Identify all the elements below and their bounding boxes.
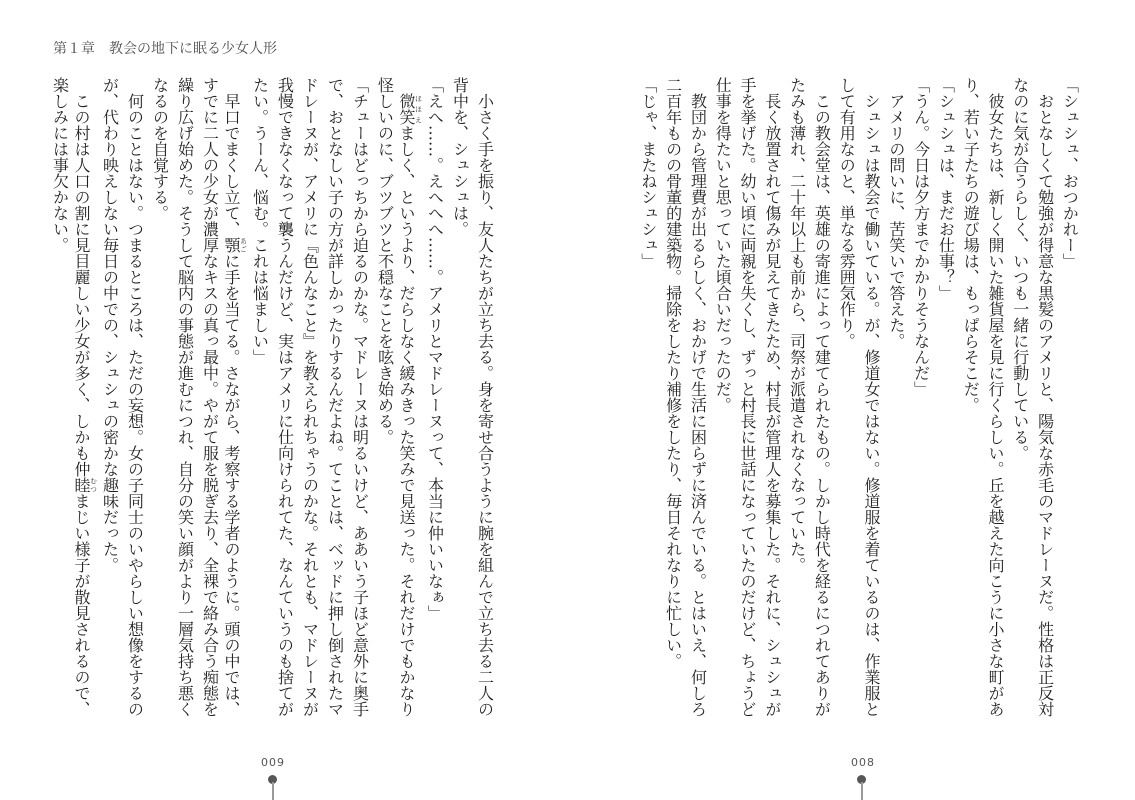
- ruby-base: 顎: [222, 237, 241, 253]
- ruby-base: 微笑: [397, 93, 416, 125]
- text-line: 繰り広げ始めた。そうして脳内の事態が進むにつれ、自分の笑い顔がより一層気持ち悪く: [175, 77, 195, 717]
- ruby-annotation: [397, 93, 423, 125]
- text-line: 怪しいのに、ブツブツと不穏なことを呟き始める。: [375, 77, 395, 445]
- text-line-with-ruby: [223, 77, 248, 717]
- text-line: 「じゃ、またねシュシュ」: [638, 77, 658, 269]
- text-segment: ましく、というより、だらしなく緩みきった笑みで見送った。それだけでもかなり: [397, 125, 416, 717]
- ruby-base: 睦: [72, 477, 91, 493]
- text-segment: この村は人口の割に見目麗しい少女が多く、しかも仲: [72, 77, 91, 477]
- ruby-annotation: [222, 237, 248, 253]
- text-line: 仕事を得たいと思っていた頃合いだったのだ。: [713, 77, 733, 413]
- text-segment: 早口でまくし立て、: [222, 77, 241, 237]
- right-page-number: 008: [851, 756, 875, 769]
- text-line: 二百年ものの骨董的建築物。掃除をしたり補修をしたり、毎日それなりに忙しい。: [663, 77, 683, 669]
- text-line: 「シュシュ、おつかれー」: [1060, 77, 1080, 269]
- text-segment: に手を当てる。さながら、考察する学者のように。頭の中では、: [222, 253, 241, 717]
- left-page-number: 009: [261, 756, 285, 769]
- text-line: なるのを自覚する。: [150, 77, 170, 221]
- text-line: り、若い子たちの遊び場は、もっぱらそこだ。: [961, 77, 981, 413]
- text-line: 背中を、シュシュは。: [450, 77, 470, 237]
- ruby-text: むつ: [89, 477, 98, 493]
- text-line-with-ruby: [73, 77, 98, 717]
- text-line: 「うん。今日は夕方までかかりそうなんだ」: [911, 77, 931, 397]
- right-page-body: [635, 77, 1081, 717]
- page-marker-line: [861, 782, 863, 800]
- text-line: 楽しみには事欠かない。: [50, 77, 70, 253]
- text-line: して有用なのと、単なる雰囲気作り。: [837, 77, 857, 349]
- text-line: 手を挙げた。幼い頃に両親を失くし、ずっと村長に世話になっていたのだけど、ちょうど: [738, 77, 758, 717]
- text-line-with-ruby: [398, 77, 423, 717]
- text-line: 教団から管理費が出るらしく、おかげで生活に困らずに済んでいる。とはいえ、何しろ: [688, 77, 708, 717]
- text-line: たい。うーん、悩む。これは悩ましい」: [250, 77, 270, 365]
- text-line: なのに気が合うらしく、いつも一緒に行動している。: [1010, 77, 1030, 461]
- text-line: 「チューはどっちから迫るのかな。マドレーヌは明るいけど、ああいう子ほど意外に奥手: [350, 77, 370, 717]
- text-line: たみも薄れ、二十年以上も前から、司祭が派遣されなくなっていた。: [787, 77, 807, 573]
- text-line: すでに二人の少女が濃厚なキスの真っ最中。やがて服を脱ぎ去り、全裸で絡み合う痴態を: [200, 77, 220, 717]
- ruby-text: あご: [239, 237, 248, 253]
- text-line: 「シュシュは、まだお仕事？」: [936, 77, 956, 301]
- text-line: ドレーヌが、アメリに『色んなこと』を教えられちゃうのかな。それとも、マドレーヌが: [300, 77, 320, 717]
- text-line: シュシュは教会で働いている。が、修道女ではない。修道服を着ているのは、作業服と: [862, 77, 882, 717]
- text-line: 彼女たちは、新しく開いた雑貨屋を見に行くらしい。丘を越えた向こうに小さな町があ: [986, 77, 1005, 717]
- text-line: アメリの問いに、苦笑いで答えた。: [886, 77, 906, 349]
- page-marker-line: [272, 782, 274, 800]
- left-page-body: [48, 77, 498, 717]
- text-line: おとなしくて勉強が得意な黒髪のアメリと、陽気な赤毛のマドレーヌだ。性格は正反対: [1035, 77, 1055, 717]
- text-segment: [397, 77, 416, 93]
- text-line: で、おとなしい子の方が詳しかったりするんだよね。てことは、ベッドに押し倒されたマ: [325, 77, 345, 717]
- text-segment: まじい様子が散見されるので、: [72, 493, 91, 717]
- text-line: が、代わり映えしない毎日の中での、シュシュの密かな趣味だった。: [100, 77, 120, 573]
- ruby-text: ほほえ: [414, 93, 423, 125]
- text-line: 長く放置されて傷みが見えてきたため、村長が管理人を募集した。それに、シュシュが: [762, 77, 782, 717]
- text-line: 我慢できなくなって襲うんだけど、実はアメリに仕向けられてた、なんていうのも捨てが: [275, 77, 295, 717]
- text-line: 何のことはない。つまるところは、ただの妄想。女の子同士のいやらしい想像をするの: [125, 77, 145, 717]
- text-line: この教会堂は、英雄の寄進によって建てられたもの。しかし時代を経るにつれてありが: [812, 77, 832, 717]
- text-line: 小さく手を振り、友人たちが立ち去る。身を寄せ合うように腕を組んで立ち去る二人の: [475, 77, 495, 717]
- chapter-running-head: 第１章 教会の地下に眠る少女人形: [53, 41, 277, 57]
- ruby-annotation: [72, 477, 98, 493]
- text-line: 「えへ……。えへへへ……。アメリとマドレーヌって、本当に仲いいなぁ」: [425, 77, 445, 621]
